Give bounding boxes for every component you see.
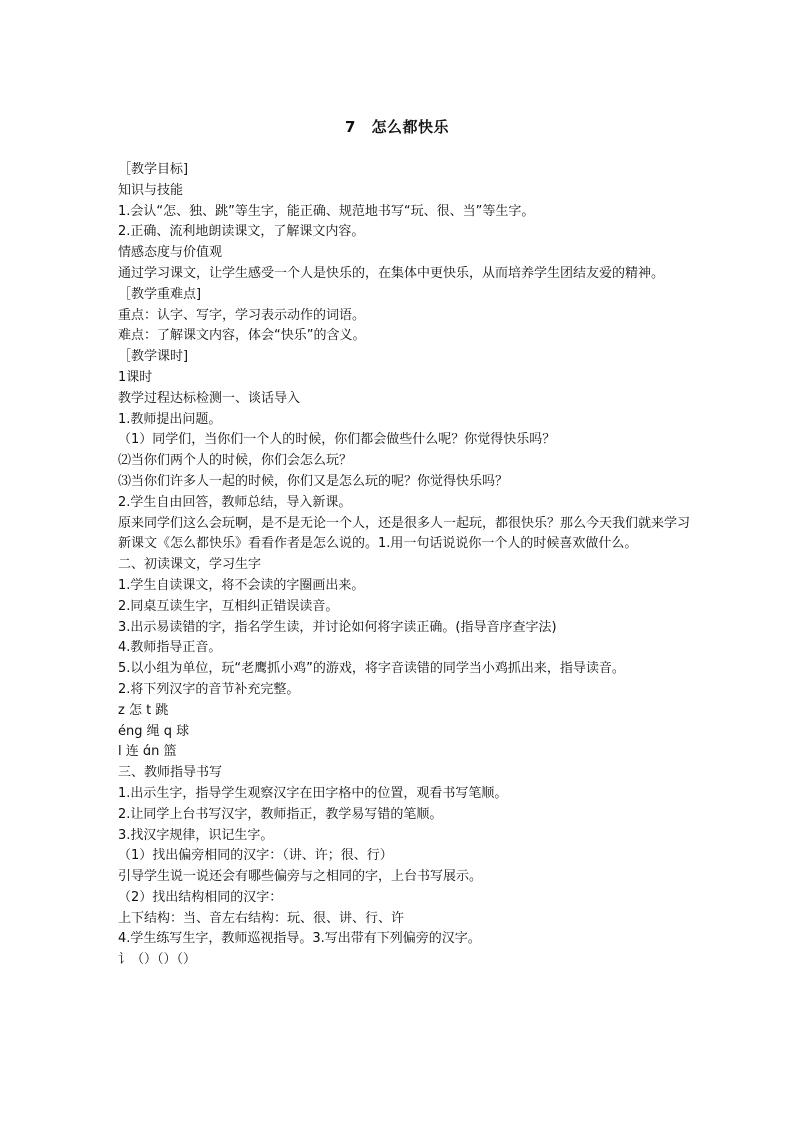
- process-step: 3.找汉字规律，识记生字。: [118, 827, 274, 843]
- question-item: ⑶当你们许多人一起的时候，你们又是怎么玩的呢？你觉得快乐吗？: [118, 473, 509, 489]
- exercise-instruction: 2.将下列汉字的音节补充完整。: [118, 681, 300, 697]
- section-heading-reading: 二、初读课文，学习生字: [118, 557, 262, 573]
- lesson-title: 7 怎么都快乐: [345, 118, 449, 136]
- process-step: 5.以小组为单位，玩“老鹰抓小鸡”的游戏，将字音读错的同学当小鸡抓出来，指导读音。: [118, 661, 625, 677]
- process-step: 4.学生练写生字，教师巡视指导。3.写出带有下列偏旁的汉字。: [118, 931, 481, 947]
- pinyin-exercise-row: z 怎 t 跳: [118, 702, 169, 718]
- difficulty-item: 难点：了解课文内容，体会“快乐”的含义。: [118, 328, 366, 344]
- section-heading-key-points: ［教学重难点]: [118, 286, 202, 302]
- process-step: 2.学生自由回答，教师总结，导入新课。: [118, 494, 352, 510]
- question-item: ⑵当你们两个人的时候，你们会怎么玩？: [118, 453, 353, 469]
- process-step: 1.出示生字，指导学生观察汉字在田字格中的位置，观看书写笔顺。: [118, 785, 508, 801]
- process-step: 2.让同学上台书写汉字，教师指正，教学易写错的笔顺。: [118, 806, 443, 822]
- pinyin-exercise-row: éng 绳 q 球: [118, 723, 190, 739]
- class-hours-value: 1课时: [118, 369, 153, 385]
- question-item: （1）同学们，当你们一个人的时候，你们都会做些什么呢？你觉得快乐吗？: [118, 432, 556, 448]
- paragraph-text: 引导学生说一说还会有哪些偏旁与之相同的字，上台书写展示。: [118, 869, 483, 885]
- section-heading-objectives: ［教学目标]: [118, 162, 189, 177]
- paragraph-text: 通过学习课文，让学生感受一个人是快乐的，在集体中更快乐，从而培养学生团结友爱的精神。: [118, 265, 665, 281]
- process-heading: 教学过程达标检测一、谈话导入: [118, 390, 301, 406]
- structure-list: 上下结构：当、音左右结构：玩、很、讲、行、许: [118, 910, 405, 926]
- process-step: 1.学生自读课文，将不会读的字圈画出来。: [118, 577, 365, 593]
- process-step: 4.教师指导正音。: [118, 640, 222, 656]
- process-step: 3.出示易读错的字，指名学生读，并讨论如何将字读正确。(指导音序查字法): [118, 619, 557, 635]
- section-heading-writing: 三、教师指导书写: [118, 765, 223, 781]
- sub-step: （1）找出偏旁相同的汉字：（讲、许；很、行）: [118, 848, 393, 864]
- objective-item: 1.会认“怎、独、跳”等生字，能正确、规范地书写“玩、很、当”等生字。: [118, 203, 535, 219]
- paragraph-text: 原来同学们这么会玩啊，是不是无论一个人，还是很多人一起玩，都很快乐？那么今天我们就来学习新课文《怎么都快乐》看看作者是怎么说的。1.用一句话说说你一个人的时候喜欢做什么。: [118, 515, 691, 552]
- pinyin-exercise-row: l 连 ɑ́n 篮: [118, 744, 177, 760]
- radical-exercise-row: 讠（）（）（）: [118, 952, 197, 968]
- process-step: 2.同桌互读生字，互相纠正错误读音。: [118, 598, 339, 614]
- process-step: 1.教师提出问题。: [118, 411, 222, 427]
- subheading-knowledge-skills: 知识与技能: [118, 182, 184, 198]
- section-heading-class-hours: ［教学课时]: [118, 349, 189, 365]
- lesson-body: [118, 160, 690, 971]
- key-point-item: 重点：认字、写字，学习表示动作的词语。: [118, 307, 366, 323]
- objective-item: 2.正确、流利地朗读课文，了解课文内容。: [118, 224, 365, 240]
- sub-step: （2）找出结构相同的汉字：: [118, 889, 283, 905]
- subheading-emotion-values: 情感态度与价值观: [118, 245, 223, 261]
